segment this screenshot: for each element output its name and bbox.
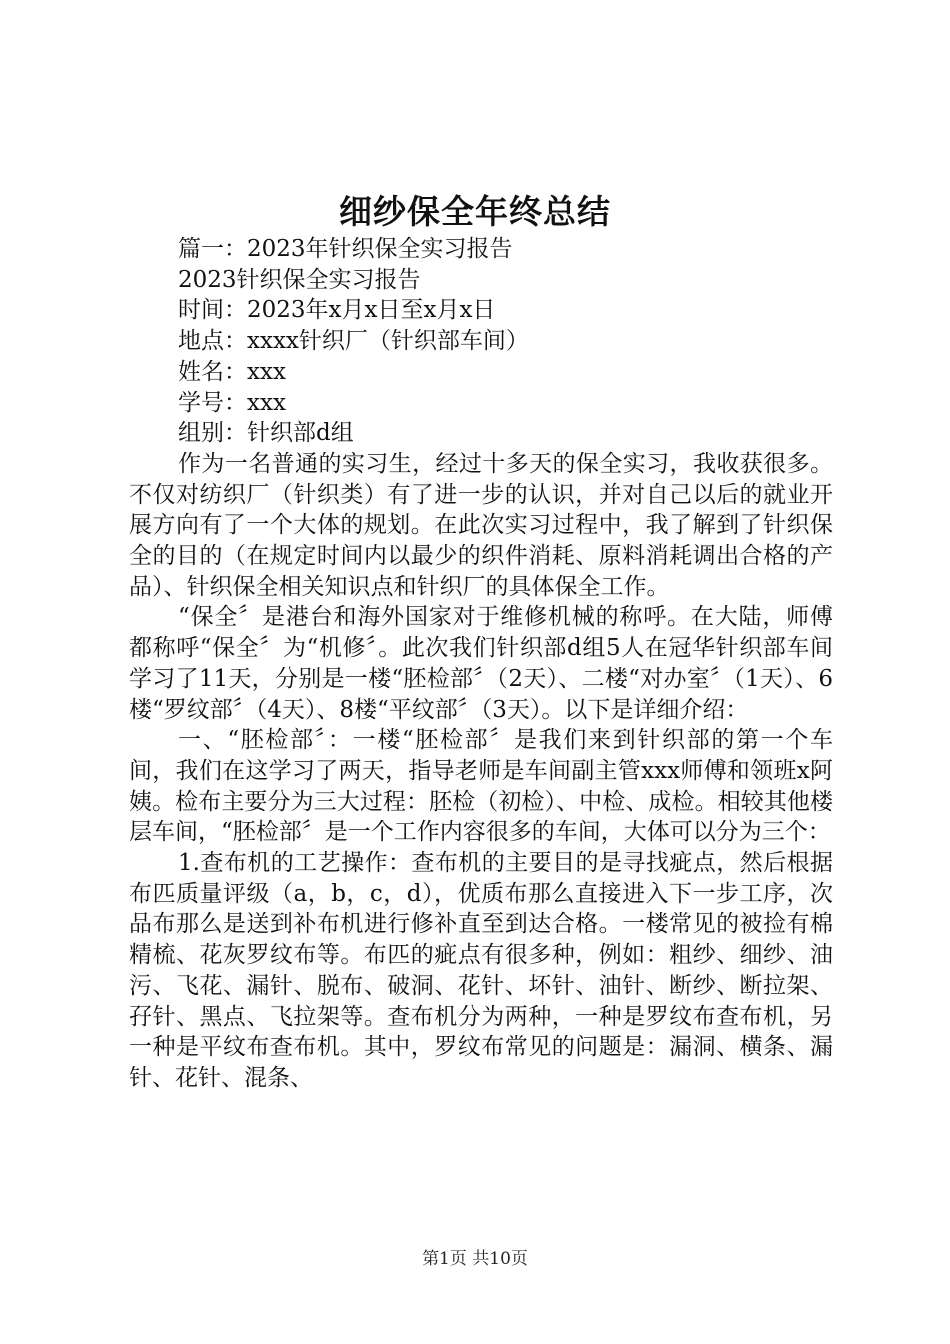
paragraph-section-one: 一、“胚检部〞：一楼“胚检部〞是我们来到针织部的第一个车间，我们在这学习了两天，指导老师是车间副主管xxx师傅和领班x阿姨。检布主要分为三大过程：胚检（初检）、中检、成检。相较其他楼层车间，“胚检部〞是一个工作内容很多的车间，大体可以分为三个：	[129, 727, 833, 846]
info-line-location: 地点：xxxx针织厂（针织部车间）	[178, 328, 529, 355]
info-line-time: 时间：2023年x月x日至x月x日	[178, 297, 496, 324]
document-title: 细纱保全年终总结	[339, 192, 611, 231]
paragraph-baoquan-definition: “保全〞是港台和海外国家对于维修机械的称呼。在大陆，师傅都称呼“保全〞为“机修〞。此次我们针织部d组5人在冠华针织部车间学习了11天，分别是一楼“胚检部〞（2天）、二楼“对办室〞（1天）、6楼“罗纹部〞（4天）、8楼“平纹部〞（3天）。以下是详细介绍：	[129, 604, 833, 723]
info-line-section-heading: 篇一：2023年针织保全实习报告	[178, 236, 513, 262]
info-line-name: 姓名：xxx	[178, 358, 286, 385]
page-footer: 第1页 共10页	[422, 1249, 528, 1269]
paragraph-intro: 作为一名普通的实习生，经过十多天的保全实习，我收获很多。不仅对纺织厂（针织类）有了进一步的认识，并对自己以后的就业开展方向有了一个大体的规划。在此次实习过程中，我了解到了针织保全的目的（在规定时间内以最少的织件消耗、原料消耗调出合格的产品）、针织保全相关知识点和针织厂的具体保全工作。	[129, 450, 833, 600]
info-line-student-id: 学号：xxx	[178, 389, 286, 416]
info-line-report-title: 2023针织保全实习报告	[178, 266, 421, 293]
document-body	[129, 234, 833, 1094]
info-line-group: 组别：针织部d组	[178, 420, 354, 447]
paragraph-inspection-machine: 1.查布机的工艺操作：查布机的主要目的是寻找疵点，然后根据布匹质量评级（a，b，c，d），优质布那么直接进入下一步工序，次品布那么是送到补布机进行修补直至到达合格。一楼常见的被捡有棉精梳、花灰罗纹布等。布匹的疵点有很多种，例如：粗纱、细纱、油污、飞花、漏针、脱布、破洞、花针、坏针、油针、断纱、断拉架、孖针、黑点、飞拉架等。查布机分为两种，一种是罗纹布查布机，另一种是平纹布查布机。其中，罗纹布常见的问题是：漏洞、横条、漏针、花针、混条、	[129, 850, 833, 1091]
